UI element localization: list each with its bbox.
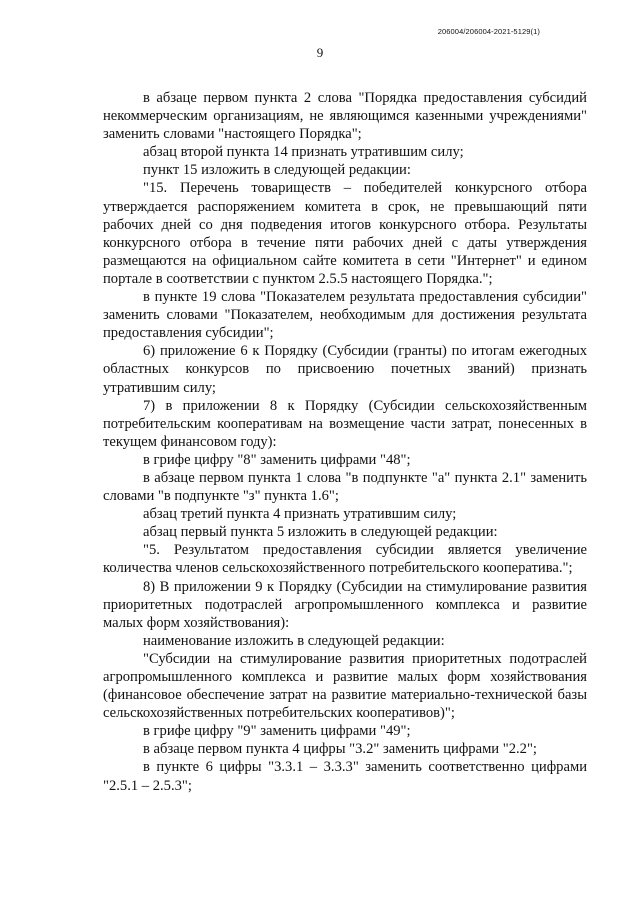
paragraph-12: "5. Результатом предоставления субсидии является увеличение количества членов сельскохозяйственного потребительского кооператива."; [103, 542, 587, 577]
paragraph-9: в абзаце первом пункта 1 слова "в подпункте "а" пункта 2.1" заменить словами "в подпункте "з" пункта 1.6"; [103, 469, 587, 505]
paragraph-8: в грифе цифру "8" заменить цифрами "48"; [143, 451, 411, 468]
paragraph-16: в грифе цифру "9" заменить цифрами "49"; [143, 723, 411, 740]
paragraph-5: в пункте 19 слова "Показателем результата предоставления субсидии" заменить словами "Показателем, необходимым для достижения результата предоставления субсидии"; [103, 289, 587, 342]
document-id: 206004/206004-2021-5129(1) [437, 27, 540, 36]
paragraph-4: "15. Перечень товариществ – победителей конкурсного отбора утверждается распоряжением комитета в срок, не превышающий пяти рабочих дней со дня подведения итогов конкурсного отбора. Результаты конкурсного отбора в течение пяти рабочих дней с даты утверждения размещаются на официальном сайте комитета в сети "Интернет" и едином портале в соответствии с пунктом 2.5.5 настоящего Порядка."; [103, 180, 587, 287]
paragraph-13: 8) В приложении 9 к Порядку (Субсидии на стимулирование развития приоритетных подотраслей агропромышленного комплекса и развитие малых форм хозяйствования): [103, 578, 587, 631]
paragraph-10: абзац третий пункта 4 признать утратившим силу; [143, 506, 457, 523]
paragraph-18: в пункте 6 цифры "3.3.1 – 3.3.3" заменить соответственно цифрами "2.5.1 – 2.5.3"; [103, 759, 587, 794]
paragraph-6: 6) приложение 6 к Порядку (Субсидии (гранты) по итогам ежегодных областных конкурсов по присвоению почетных званий) признать утратившим силу; [103, 343, 587, 396]
paragraph-1: в абзаце первом пункта 2 слова "Порядка предоставления субсидий некоммерческим организациям, не являющимся казенными учреждениями" заменить словами "настоящего Порядка"; [103, 90, 587, 143]
paragraph-7: 7) в приложении 8 к Порядку (Субсидии сельскохозяйственным потребительским кооперативам на возмещение части затрат, понесенных в текущем финансовом году): [103, 397, 587, 450]
paragraph-2: абзац второй пункта 14 признать утратившим силу; [143, 144, 464, 161]
document-body [103, 89, 587, 795]
paragraph-11: абзац первый пункта 5 изложить в следующей редакции: [143, 524, 498, 541]
page-number: 9 [316, 45, 324, 60]
paragraph-17: в абзаце первом пункта 4 цифры "3.2" заменить цифрами "2.2"; [143, 741, 537, 758]
paragraph-3: пункт 15 изложить в следующей редакции: [143, 162, 411, 179]
paragraph-15: "Субсидии на стимулирование развития приоритетных подотраслей агропромышленного комплекса и развитие малых форм хозяйствования (финансовое обеспечение затрат на развитие материально-технической базы сельскохозяйственных потребительских кооперативов)"; [103, 650, 587, 722]
paragraph-14: наименование изложить в следующей редакции: [143, 632, 445, 649]
